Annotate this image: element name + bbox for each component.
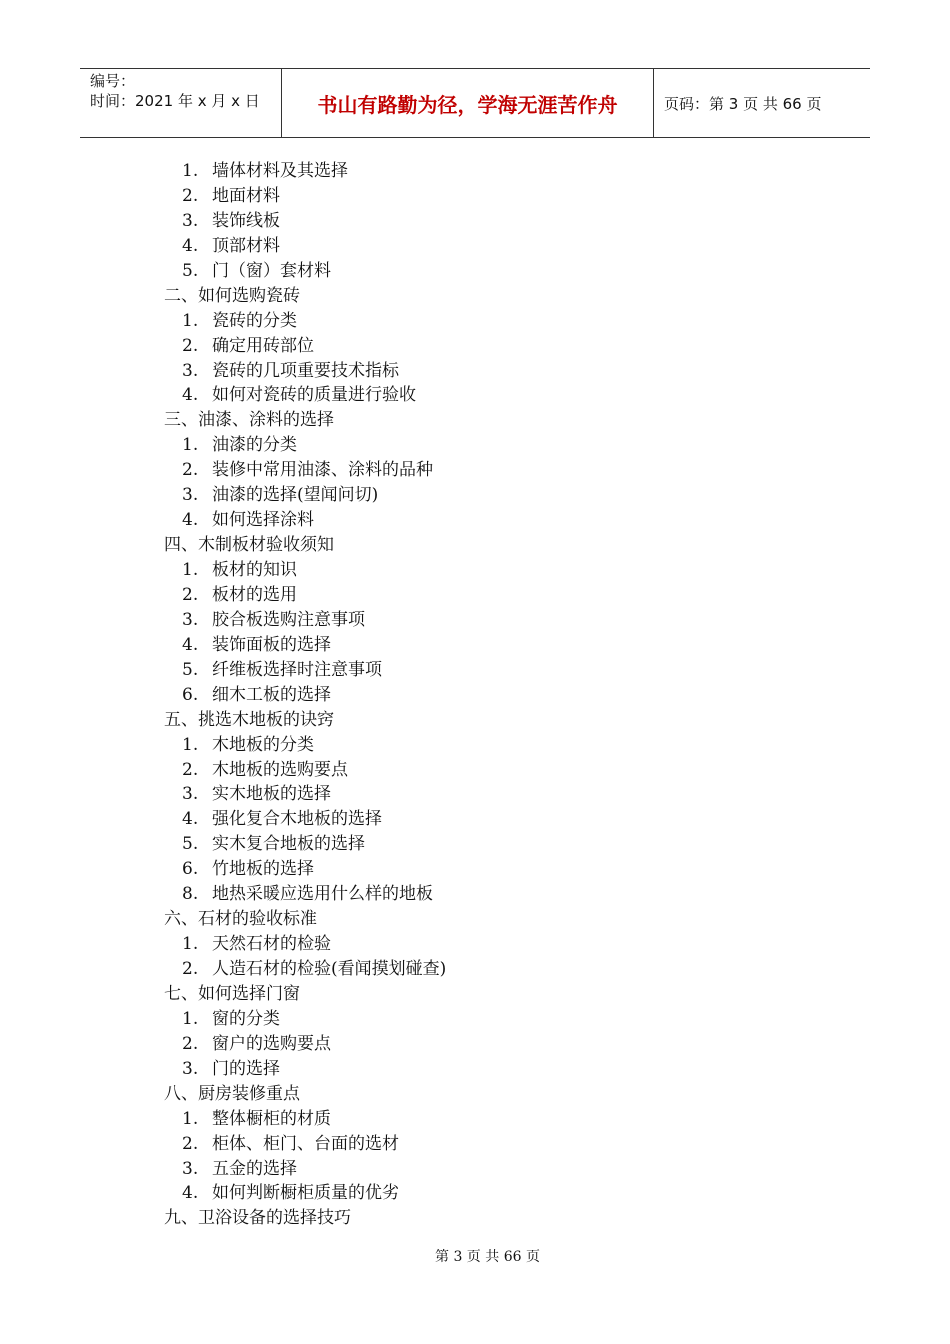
toc-subitem: [0, 857, 950, 882]
toc-item-text: 油漆的分类: [212, 435, 297, 456]
toc-subitem: [0, 633, 950, 658]
toc-subitem: [0, 658, 950, 683]
toc-item-text: 窗户的选购要点: [212, 1033, 331, 1054]
date-label: 时间：2021 年 x 月 x 日: [90, 92, 260, 110]
toc-subitem: [0, 782, 950, 807]
toc-item-text: 门（窗）套材料: [212, 260, 331, 281]
toc-subitem: [0, 1157, 950, 1182]
toc-item-number: 4.: [182, 235, 199, 256]
toc-item-text: 瓷砖的几项重要技术指标: [212, 360, 399, 381]
toc-item-text: 八、厨房装修重点: [164, 1083, 300, 1104]
toc-subitem: [0, 608, 950, 633]
toc-item-number: 1.: [182, 435, 199, 456]
toc-item-number: 1.: [182, 1108, 199, 1129]
toc-item-text: 板材的知识: [212, 560, 297, 580]
toc-item-number: 4.: [182, 634, 199, 655]
toc-subitem: [0, 733, 950, 758]
toc-item-text: 九、卫浴设备的选择技巧: [164, 1208, 351, 1229]
toc-item-text: 如何判断橱柜质量的优劣: [212, 1183, 399, 1204]
toc-item-text: 人造石材的检验(看闻摸划碰查): [212, 959, 447, 979]
toc-item-number: 3.: [182, 210, 199, 231]
toc-item-number: 3.: [182, 1158, 199, 1179]
toc-subitem: [0, 758, 950, 783]
toc-item-text: 整体橱柜的材质: [212, 1108, 331, 1129]
toc-item-text: 柜体、柜门、台面的选材: [212, 1133, 399, 1154]
toc-subitem: [0, 383, 950, 408]
toc-item-text: 瓷砖的分类: [212, 310, 297, 331]
table-of-contents: [0, 159, 950, 1231]
toc-item-number: 6.: [182, 859, 199, 880]
toc-item-text: 顶部材料: [212, 235, 280, 256]
toc-item-text: 胶合板选购注意事项: [212, 609, 365, 630]
toc-subitem: [0, 882, 950, 907]
serial-label: 编号：: [90, 72, 136, 90]
toc-item-number: 2.: [182, 584, 199, 605]
page-footer: [0, 1246, 950, 1266]
toc-item-number: 5.: [182, 260, 199, 281]
toc-section-heading: [0, 708, 950, 733]
toc-section-heading: [0, 284, 950, 309]
toc-item-text: 六、石材的验收标准: [164, 909, 317, 930]
toc-subitem: [0, 1107, 950, 1132]
toc-item-text: 纤维板选择时注意事项: [212, 659, 382, 680]
toc-item-text: 竹地板的选择: [212, 859, 314, 880]
header-left-cell: [80, 69, 282, 137]
toc-item-text: 强化复合木地板的选择: [212, 809, 382, 830]
toc-item-number: 2.: [182, 1133, 199, 1154]
toc-item-text: 地热采暖应选用什么样的地板: [212, 884, 433, 905]
toc-section-heading: [0, 907, 950, 932]
page-header: [80, 68, 870, 138]
toc-item-number: 1.: [182, 1008, 199, 1029]
toc-item-number: 2.: [182, 460, 199, 481]
toc-item-number: 4.: [182, 809, 199, 830]
toc-section-heading: [0, 1082, 950, 1107]
toc-section-heading: [0, 408, 950, 433]
toc-subitem: [0, 1032, 950, 1057]
toc-item-number: 2.: [182, 759, 199, 780]
toc-item-text: 实木复合地板的选择: [212, 834, 365, 855]
toc-item-text: 地面材料: [212, 185, 280, 206]
toc-subitem: [0, 1132, 950, 1157]
toc-subitem: [0, 832, 950, 857]
toc-item-text: 五、挑选木地板的诀窍: [164, 709, 334, 730]
footer-page-number: 第 3 页 共 66 页: [435, 1249, 540, 1265]
toc-item-number: 1.: [182, 934, 199, 955]
toc-item-text: 如何对瓷砖的质量进行验收: [212, 385, 416, 406]
toc-item-number: 2.: [182, 1033, 199, 1054]
toc-item-text: 装饰线板: [212, 210, 280, 231]
toc-item-number: 2.: [182, 185, 199, 206]
toc-subitem: [0, 309, 950, 334]
toc-item-text: 墙体材料及其选择: [212, 161, 348, 181]
toc-subitem: [0, 807, 950, 832]
toc-section-heading: [0, 533, 950, 558]
toc-item-text: 二、如何选购瓷砖: [164, 285, 300, 306]
toc-item-number: 6.: [182, 684, 199, 705]
toc-item-text: 窗的分类: [212, 1008, 280, 1029]
toc-item-number: 1.: [182, 310, 199, 331]
toc-subitem: [0, 583, 950, 608]
toc-subitem: [0, 1057, 950, 1082]
toc-item-number: 4.: [182, 510, 199, 531]
header-page-cell: [654, 69, 870, 137]
toc-item-number: 3.: [182, 784, 199, 805]
toc-item-number: 3.: [182, 609, 199, 630]
toc-item-text: 四、木制板材验收须知: [164, 535, 334, 556]
toc-subitem: [0, 483, 950, 508]
toc-item-number: 1.: [182, 161, 199, 181]
toc-item-number: 4.: [182, 385, 199, 406]
toc-subitem: [0, 508, 950, 533]
toc-subitem: [0, 359, 950, 384]
toc-subitem: [0, 683, 950, 708]
header-motto-cell: [282, 69, 654, 137]
toc-item-number: 5.: [182, 659, 199, 680]
toc-item-text: 确定用砖部位: [212, 335, 314, 356]
toc-section-heading: [0, 1206, 950, 1231]
toc-item-text: 七、如何选择门窗: [164, 983, 300, 1004]
toc-item-number: 1.: [182, 560, 199, 580]
toc-item-number: 3.: [182, 1058, 199, 1079]
toc-item-number: 3.: [182, 485, 199, 506]
toc-subitem: [0, 932, 950, 957]
toc-subitem: [0, 1007, 950, 1032]
toc-item-number: 5.: [182, 834, 199, 855]
toc-subitem: [0, 334, 950, 359]
toc-item-number: 2.: [182, 335, 199, 356]
toc-item-text: 装饰面板的选择: [212, 634, 331, 655]
toc-subitem: [0, 957, 950, 982]
toc-item-text: 板材的选用: [212, 584, 297, 605]
toc-item-text: 装修中常用油漆、涂料的品种: [212, 460, 433, 481]
toc-item-text: 木地板的选购要点: [212, 759, 348, 780]
toc-section-heading: [0, 982, 950, 1007]
toc-item-text: 实木地板的选择: [212, 784, 331, 805]
toc-subitem: [0, 259, 950, 284]
page-info: 页码：第 3 页 共 66 页: [664, 94, 822, 113]
toc-subitem: [0, 209, 950, 234]
toc-item-text: 五金的选择: [212, 1158, 297, 1179]
toc-subitem: [0, 558, 950, 583]
toc-item-text: 如何选择涂料: [212, 510, 314, 531]
toc-subitem: [0, 184, 950, 209]
toc-item-text: 三、油漆、涂料的选择: [164, 410, 334, 431]
toc-item-number: 1.: [182, 734, 199, 755]
toc-subitem: [0, 234, 950, 259]
toc-item-number: 3.: [182, 360, 199, 381]
toc-item-number: 8.: [182, 884, 199, 905]
toc-item-text: 细木工板的选择: [212, 684, 331, 705]
toc-subitem: [0, 458, 950, 483]
toc-subitem: [0, 159, 950, 184]
toc-item-number: 2.: [182, 959, 199, 979]
toc-subitem: [0, 433, 950, 458]
toc-item-text: 天然石材的检验: [212, 934, 331, 955]
toc-item-text: 门的选择: [212, 1058, 280, 1079]
toc-item-text: 木地板的分类: [212, 734, 314, 755]
toc-item-number: 4.: [182, 1183, 199, 1204]
toc-subitem: [0, 1181, 950, 1206]
motto-text: 书山有路勤为径，学海无涯苦作舟: [317, 92, 618, 117]
toc-item-text: 油漆的选择(望闻问切): [212, 485, 379, 506]
